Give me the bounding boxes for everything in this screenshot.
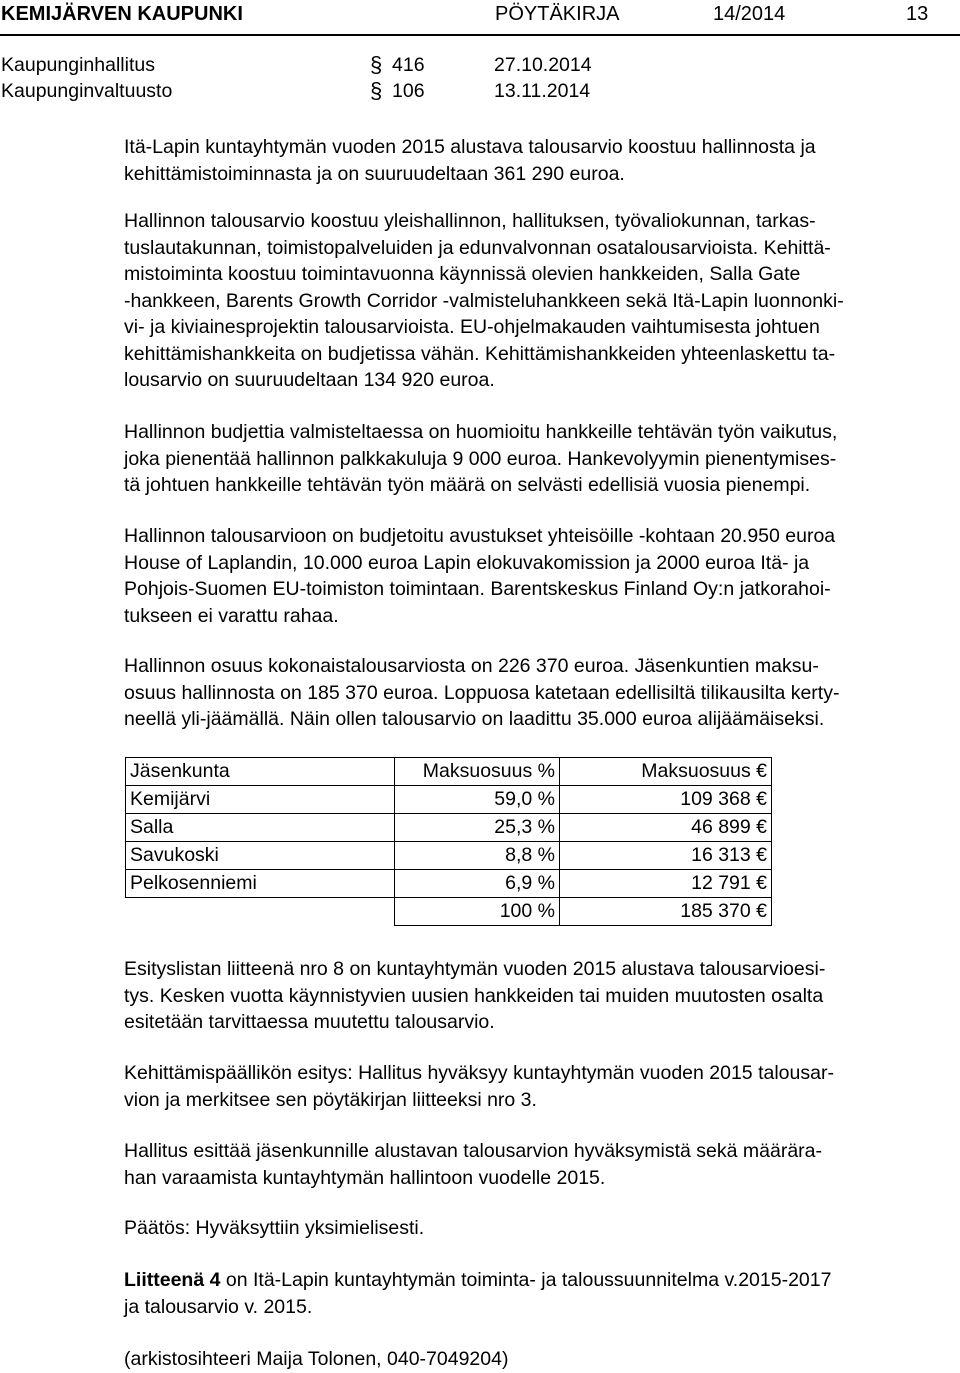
paragraph-decision (124, 1215, 944, 1242)
text-line: han varaamista kuntayhtymän hallintoon vuodelle 2015. (124, 1166, 606, 1189)
text-line: Hallinnon osuus kokonaistalousarviosta on 226 370 euroa. Jäsenkuntien maksu- (124, 655, 819, 677)
text-line: -hankkeen, Barents Growth Corridor -valmisteluhankkeen sekä Itä-Lapin luonnonki- (124, 289, 844, 312)
text-line: tukseen ei varattu rahaa. (124, 604, 339, 627)
paragraph-board-proposal (124, 1138, 944, 1191)
text-line: (arkistosihteeri Maija Tolonen, 040-7049204) (124, 1348, 509, 1370)
paragraph-proposal (124, 1060, 944, 1113)
column-header: Maksuosuus % (395, 758, 560, 786)
text-line: Pohjois-Suomen EU-toimiston toimintaan. Barentskeskus Finland Oy:n jatkorahoi- (124, 578, 831, 600)
page-number: 13 (906, 3, 929, 25)
column-header: Jäsenkunta (126, 758, 395, 786)
section-body-board: Kaupunginhallitus (1, 54, 155, 76)
table-cell: 59,0 % (395, 786, 560, 814)
section-sign-icon: § (370, 78, 383, 103)
document-type: PÖYTÄKIRJA (495, 3, 620, 25)
text-line: Kehittämispäällikön esitys: Hallitus hyväksyy kuntayhtymän vuoden 2015 talousar- (124, 1062, 834, 1084)
paragraph-agenda-attachment (124, 956, 944, 1036)
text-line: joka pienentää hallinnon palkkakuluja 9 000 euroa. Hankevolyymin pienentymises- (124, 447, 837, 470)
paragraph-member-contributions (124, 653, 944, 733)
table-cell: 25,3 % (395, 814, 560, 842)
table-cell: Kemijärvi (126, 786, 395, 814)
text-line: Itä-Lapin kuntayhtymän vuoden 2015 alustava talousarvio koostuu hallinnosta ja (124, 136, 816, 158)
text-line: lousarvio on suuruudeltaan 134 920 euroa. (124, 369, 495, 391)
table-row (126, 842, 772, 870)
section-date-board: 27.10.2014 (494, 54, 592, 76)
paragraph-grants (124, 523, 944, 629)
table-cell: 12 791 € (560, 870, 772, 898)
section-number-council: 106 (392, 80, 425, 102)
section-number-board: 416 (392, 54, 425, 76)
document-number: 14/2014 (713, 3, 786, 25)
text-line: neellä yli-jäämällä. Näin ollen talousarvio on laadittu 35.000 euroa alijäämäiseksi. (124, 708, 825, 730)
municipality-name: KEMIJÄRVEN KAUPUNKI (1, 3, 243, 25)
attachment-text: on Itä-Lapin kuntayhtymän toiminta- ja taloussuunnitelma v.2015-2017 (220, 1269, 832, 1291)
paragraph-contact (124, 1346, 944, 1373)
text-line: Hallitus esittää jäsenkunnille alustavan talousarvion hyväksymistä sekä määrära- (124, 1140, 823, 1162)
table-cell: Salla (126, 814, 395, 842)
text-line: esitetään tarvittaessa muutettu talousarvio. (124, 1011, 495, 1033)
text-line: osuus hallinnosta on 185 370 euroa. Loppuosa katetaan edellisiltä tilikausilta kerty- (124, 681, 840, 704)
table-row (126, 870, 772, 898)
text-line: Esityslistan liitteenä nro 8 on kuntayhtymän vuoden 2015 alustava talousarvioesi- (124, 958, 826, 980)
table-cell: Savukoski (126, 842, 395, 870)
text-line: House of Laplandin, 10.000 euroa Lapin elokuvakomission ja 2000 euroa Itä- ja (124, 551, 810, 574)
text-line: mistoiminta koostuu toimintavuonna käynnissä olevien hankkeiden, Salla Gate (124, 263, 801, 285)
text-line: tuslautakunnan, toimistopalveluiden ja edunvalvonnan osatalousarvioista. Kehittä- (124, 236, 831, 259)
contribution-table (125, 757, 772, 926)
table-header-row (126, 758, 772, 786)
section-date-council: 13.11.2014 (494, 80, 591, 102)
attachment-label: Liitteenä 4 (124, 1269, 221, 1291)
text-line: tä johtuen hankkeille tehtävän työn määrä on selvästi edellisiä vuosia pienempi. (124, 474, 811, 496)
table-cell (126, 898, 395, 926)
table-cell: 109 368 € (560, 786, 772, 814)
section-sign-icon: § (370, 52, 383, 77)
paragraph-budget-overview (124, 134, 944, 187)
paragraph-administration-budget (124, 208, 944, 394)
table-row (126, 814, 772, 842)
text-line: Hallinnon talousarvioon on budjetoitu avustukset yhteisöille -kohtaan 20.950 euroa (124, 525, 836, 547)
table-cell: 6,9 % (395, 870, 560, 898)
text-line: vion ja merkitsee sen pöytäkirjan liitteeksi nro 3. (124, 1088, 537, 1111)
header-divider (0, 34, 960, 36)
table-cell: Pelkosenniemi (126, 870, 395, 898)
text-line: kehittämistoiminnasta ja on suuruudeltaan 361 290 euroa. (124, 162, 625, 185)
column-header: Maksuosuus € (560, 758, 772, 786)
paragraph-attachment-note (124, 1267, 944, 1320)
text-line: vi- ja kiviainesprojektin talousarvioista. EU-ohjelmakauden vaihtumisesta johtuen (124, 316, 820, 338)
section-body-council: Kaupunginvaltuusto (1, 80, 173, 102)
table-cell: 46 899 € (560, 814, 772, 842)
text-line: ja talousarvio v. 2015. (124, 1295, 313, 1318)
table-total-row (126, 898, 772, 926)
text-line: Hallinnon budjettia valmisteltaessa on huomioitu hankkeille tehtävän työn vaikutus, (124, 421, 838, 443)
paragraph-project-work (124, 419, 944, 499)
table-cell: 100 % (395, 898, 560, 926)
table-cell: 185 370 € (560, 898, 772, 926)
table-cell: 8,8 % (395, 842, 560, 870)
text-line: tys. Kesken vuotta käynnistyvien uusien hankkeiden tai muiden muutosten osalta (124, 984, 824, 1007)
table-row (126, 786, 772, 814)
text-line: kehittämishankkeita on budjetissa vähän. Kehittämishankkeiden yhteenlaskettu ta- (124, 342, 836, 365)
text-line: Hallinnon talousarvio koostuu yleishallinnon, hallituksen, työvaliokunnan, tarkas- (124, 210, 816, 232)
text-line: Päätös: Hyväksyttiin yksimielisesti. (124, 1217, 425, 1239)
table-cell: 16 313 € (560, 842, 772, 870)
text-line (124, 1267, 944, 1294)
